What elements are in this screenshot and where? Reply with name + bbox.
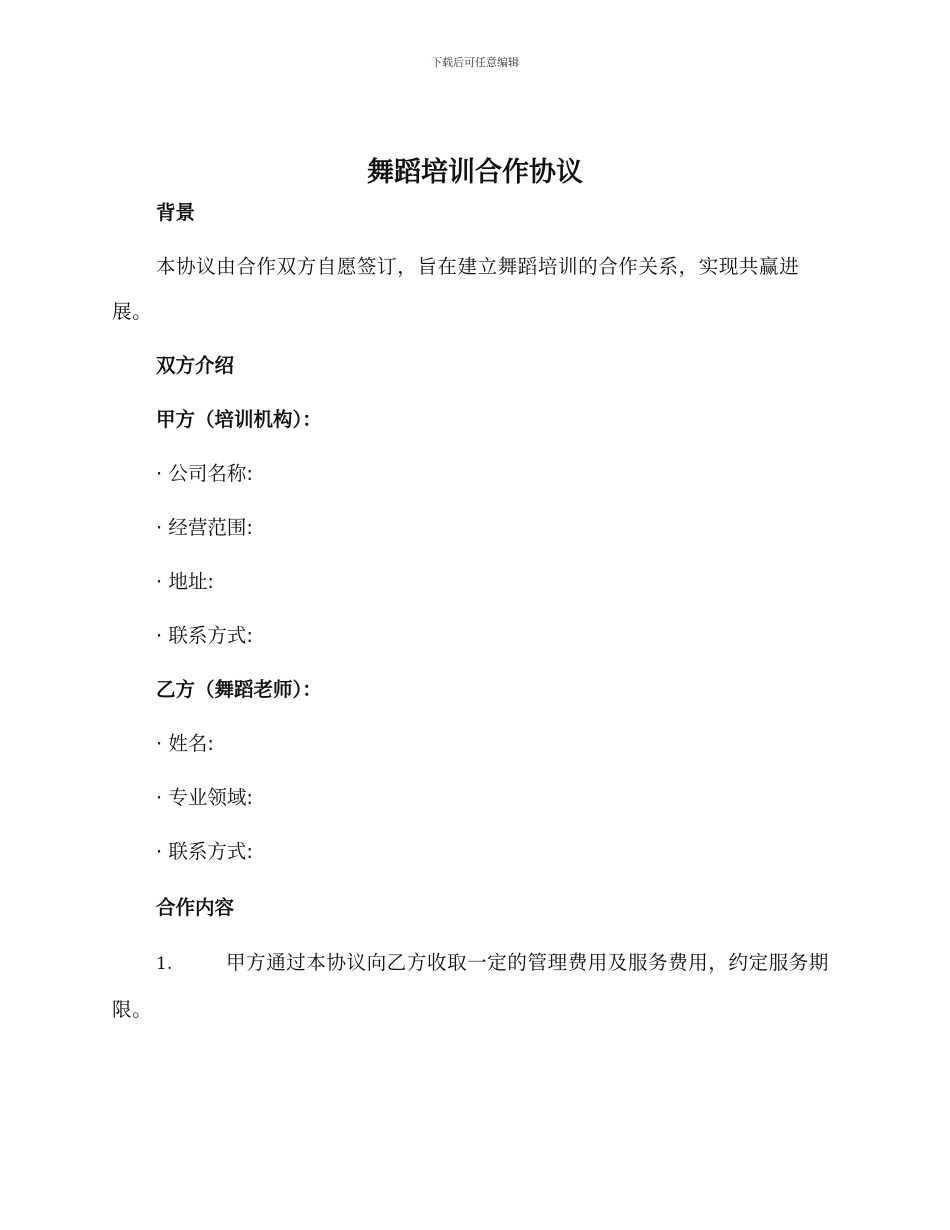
- background-heading: 背景: [156, 201, 196, 224]
- party-a-company-name-item: · 公司名称:: [156, 462, 253, 485]
- party-b-heading: 乙方（舞蹈老师）：: [156, 678, 322, 701]
- cooperation-heading: 合作内容: [156, 896, 235, 919]
- background-text: 本协议由合作双方自愿签订，旨在建立舞蹈培训的合作关系，实现共赢进展。: [112, 255, 800, 323]
- page-header-note: 下载后可任意编辑: [431, 56, 519, 69]
- party-a-business-scope-item: · 经营范围:: [156, 516, 253, 539]
- cooperation-item-1-number: 1.: [156, 954, 173, 974]
- party-b-specialty-item: · 专业领域:: [156, 786, 253, 809]
- document-title: 舞蹈培训合作协议: [367, 157, 583, 188]
- party-a-contact-item: · 联系方式:: [156, 624, 253, 647]
- party-a-address-item: · 地址:: [156, 570, 214, 593]
- party-a-heading: 甲方（培训机构）：: [156, 408, 322, 431]
- party-b-contact-item: · 联系方式:: [156, 840, 253, 863]
- cooperation-item-1-text: 甲方通过本协议向乙方收取一定的管理费用及服务费用，约定服务期限。: [112, 951, 830, 1021]
- background-paragraph: [112, 244, 837, 334]
- cooperation-item-1: [112, 940, 837, 1032]
- parties-heading: 双方介绍: [156, 354, 235, 377]
- party-b-name-item: · 姓名:: [156, 732, 214, 755]
